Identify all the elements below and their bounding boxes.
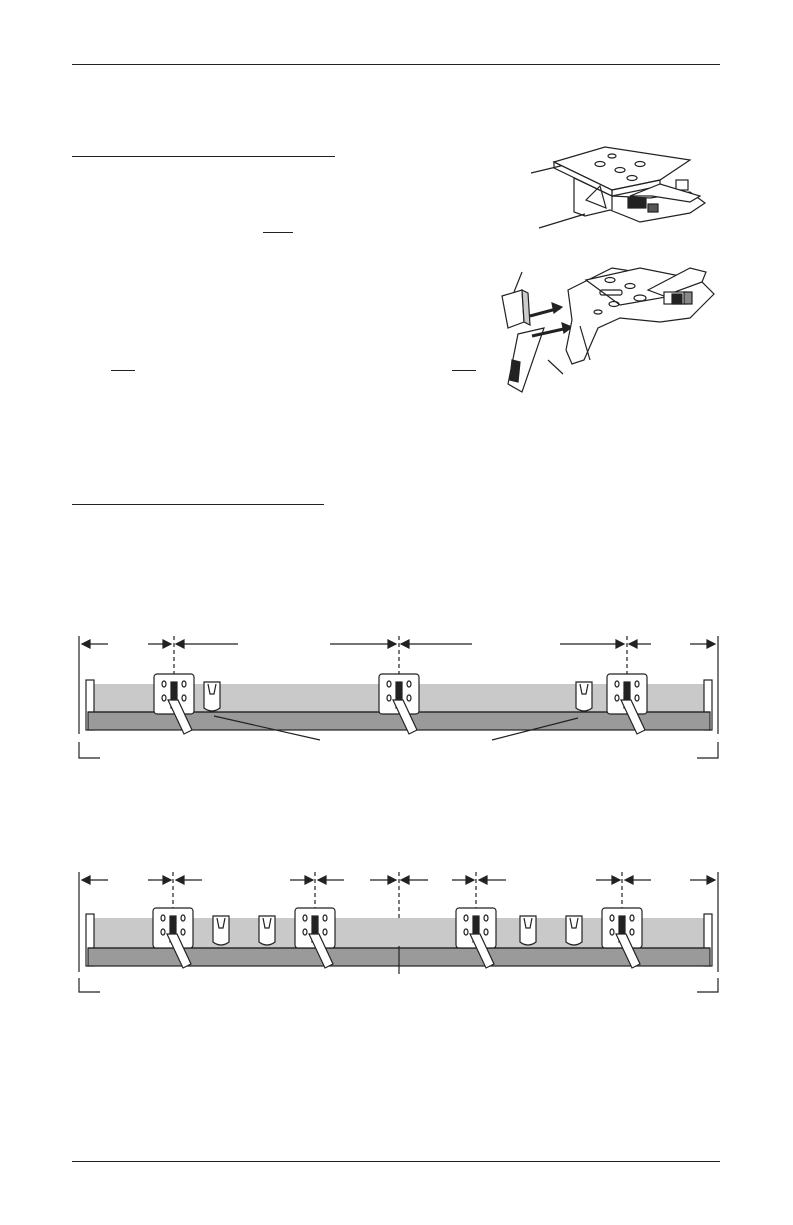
reference-mark-1 xyxy=(263,232,293,233)
valance-clip-double-2 xyxy=(259,916,275,945)
section-heading-underline-1 xyxy=(72,156,335,157)
valance-clip-double-1 xyxy=(213,916,229,945)
bracket-double-4 xyxy=(602,908,642,968)
valance-clip-single-1 xyxy=(204,682,220,711)
section-heading-underline-2 xyxy=(72,504,324,505)
bracket-double-1 xyxy=(153,908,193,968)
bracket-single-3 xyxy=(607,674,647,734)
valance-clip-double-4 xyxy=(566,916,582,945)
valance-clip-double-3 xyxy=(520,916,536,945)
bracket-double-3 xyxy=(456,908,496,968)
valance-clip-single-2 xyxy=(576,682,592,711)
reference-mark-3 xyxy=(452,370,476,371)
bracket-single-2 xyxy=(379,674,419,734)
footer-rule xyxy=(72,1161,720,1162)
bracket-single-1 xyxy=(154,674,194,734)
header-rule xyxy=(72,64,720,65)
reference-mark-2 xyxy=(111,370,135,371)
bracket-double-2 xyxy=(295,908,335,968)
